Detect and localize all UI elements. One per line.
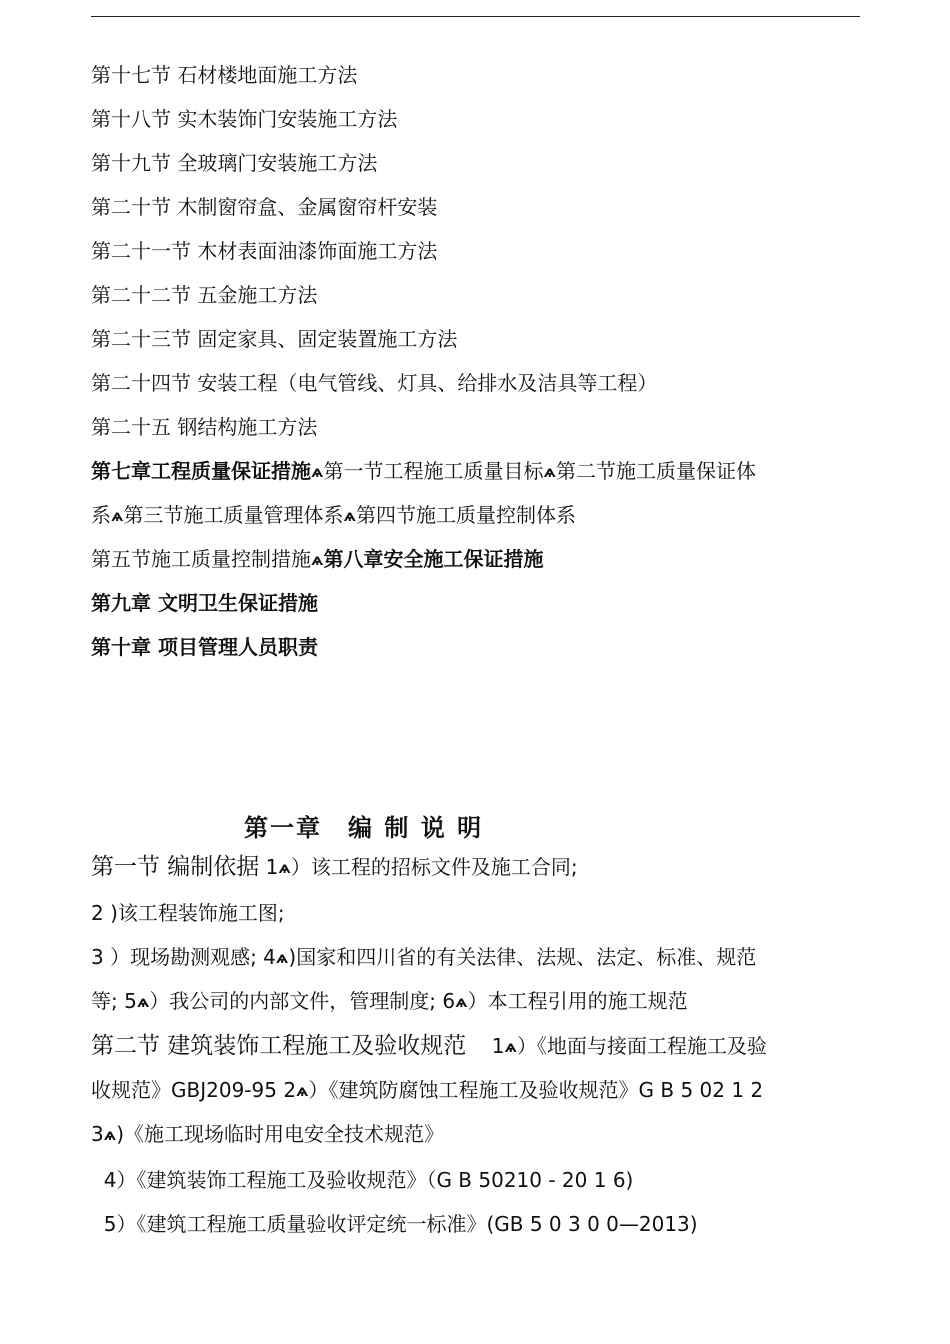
section2-line-1 <box>91 1033 767 1060</box>
item-number: 1 <box>265 855 279 879</box>
toc-section-19: 第十九节 全玻璃门安装施工方法 <box>91 151 378 175</box>
list-marker: ѧ <box>103 1126 117 1144</box>
toc-section-20: 第二十节 木制窗帘盒、金属窗帘杆安装 <box>91 195 438 219</box>
item-text: 等; 5 <box>91 989 137 1013</box>
section1-line-3 <box>91 944 756 971</box>
toc-ch7-section-3: 第三节施工质量管理体系 <box>123 503 344 527</box>
toc-section-17: 第十七节 石材楼地面施工方法 <box>91 63 358 87</box>
item-text: 收规范》GBJ209-95 2 <box>91 1078 297 1102</box>
toc-chapter-7: 第七章工程质量保证措施 <box>91 459 311 483</box>
list-marker: ѧ <box>136 993 150 1011</box>
chapter1-title <box>244 808 483 843</box>
toc-ch7-section-1: 第一节工程施工质量目标 <box>323 459 544 483</box>
section1-line-1 <box>91 854 578 881</box>
list-marker: ѧ <box>504 1038 517 1056</box>
item-text: )《施工现场临时用电安全技术规范》 <box>116 1122 445 1146</box>
toc-chapter-9: 第九章 文明卫生保证措施 <box>91 591 318 615</box>
item-text: ）我公司的内部文件，管理制度; 6 <box>149 989 456 1013</box>
item-text: ）该工程的招标文件及施工合同; <box>290 855 578 879</box>
chapter1-number: 第一章 <box>244 814 322 842</box>
toc-ch7-section-2-end: 系 <box>91 503 111 527</box>
toc-chapter-8: 第八章安全施工保证措施 <box>323 547 544 571</box>
section2-line-4: 4）《建筑装饰工程施工及验收规范》（G B 50210 - 20 1 6) <box>91 1168 634 1192</box>
section2-line-5: 5）《建筑工程施工质量验收评定统一标准》(GB 5 0 3 0 0—2013) <box>91 1212 698 1236</box>
list-marker: ѧ <box>311 463 324 481</box>
item-text: 3 ）现场勘测观感; 4 <box>91 945 276 969</box>
item-number: 1 <box>466 1034 505 1058</box>
list-marker: ѧ <box>111 507 124 525</box>
item-text: ）《地面与接面工程施工及验 <box>516 1034 767 1058</box>
list-marker: ѧ <box>543 463 556 481</box>
toc-chapter7-line-2 <box>91 502 576 529</box>
list-marker: ѧ <box>311 551 324 569</box>
list-marker: ѧ <box>455 993 468 1011</box>
header-rule <box>91 16 860 17</box>
toc-chapter-10: 第十章 项目管理人员职责 <box>91 635 318 659</box>
section1-line-4 <box>91 988 688 1015</box>
item-text: ）本工程引用的施工规范 <box>467 989 688 1013</box>
toc-section-24: 第二十四节 安装工程（电气管线、灯具、给排水及洁具等工程） <box>91 371 658 395</box>
item-text: )国家和四川省的有关法律、法规、法定、标准、规范 <box>288 945 757 969</box>
section2-line-2 <box>91 1077 763 1104</box>
section2-heading: 第二节 建筑装饰工程施工及验收规范 <box>91 1033 467 1059</box>
toc-chapter7-line <box>91 458 756 485</box>
toc-ch7-section-5: 第五节施工质量控制措施 <box>91 547 311 571</box>
list-marker: ѧ <box>275 949 289 967</box>
toc-ch7-section-4: 第四节施工质量控制体系 <box>355 503 576 527</box>
toc-section-22: 第二十二节 五金施工方法 <box>91 283 318 307</box>
section1-line-2: 2 )该工程装饰施工图; <box>91 901 285 925</box>
toc-section-21: 第二十一节 木材表面油漆饰面施工方法 <box>91 239 438 263</box>
toc-ch7-section-2: 第二节施工质量保证体 <box>555 459 756 483</box>
list-marker: ѧ <box>278 859 291 877</box>
toc-section-18: 第十八节 实木装饰门安装施工方法 <box>91 107 398 131</box>
list-marker: ѧ <box>296 1082 309 1100</box>
section2-line-3 <box>91 1121 444 1148</box>
toc-section-25: 第二十五 钢结构施工方法 <box>91 415 318 439</box>
item-number: 3 <box>91 1122 104 1146</box>
chapter1-name: 编 制 说 明 <box>348 814 484 842</box>
toc-chapter7-line-3 <box>91 546 543 573</box>
toc-section-23: 第二十三节 固定家具、固定装置施工方法 <box>91 327 458 351</box>
section1-heading: 第一节 编制依据 <box>91 854 260 880</box>
list-marker: ѧ <box>343 507 356 525</box>
item-text: ）《建筑防腐蚀工程施工及验收规范》G B 5 02 1 2 <box>308 1078 764 1102</box>
